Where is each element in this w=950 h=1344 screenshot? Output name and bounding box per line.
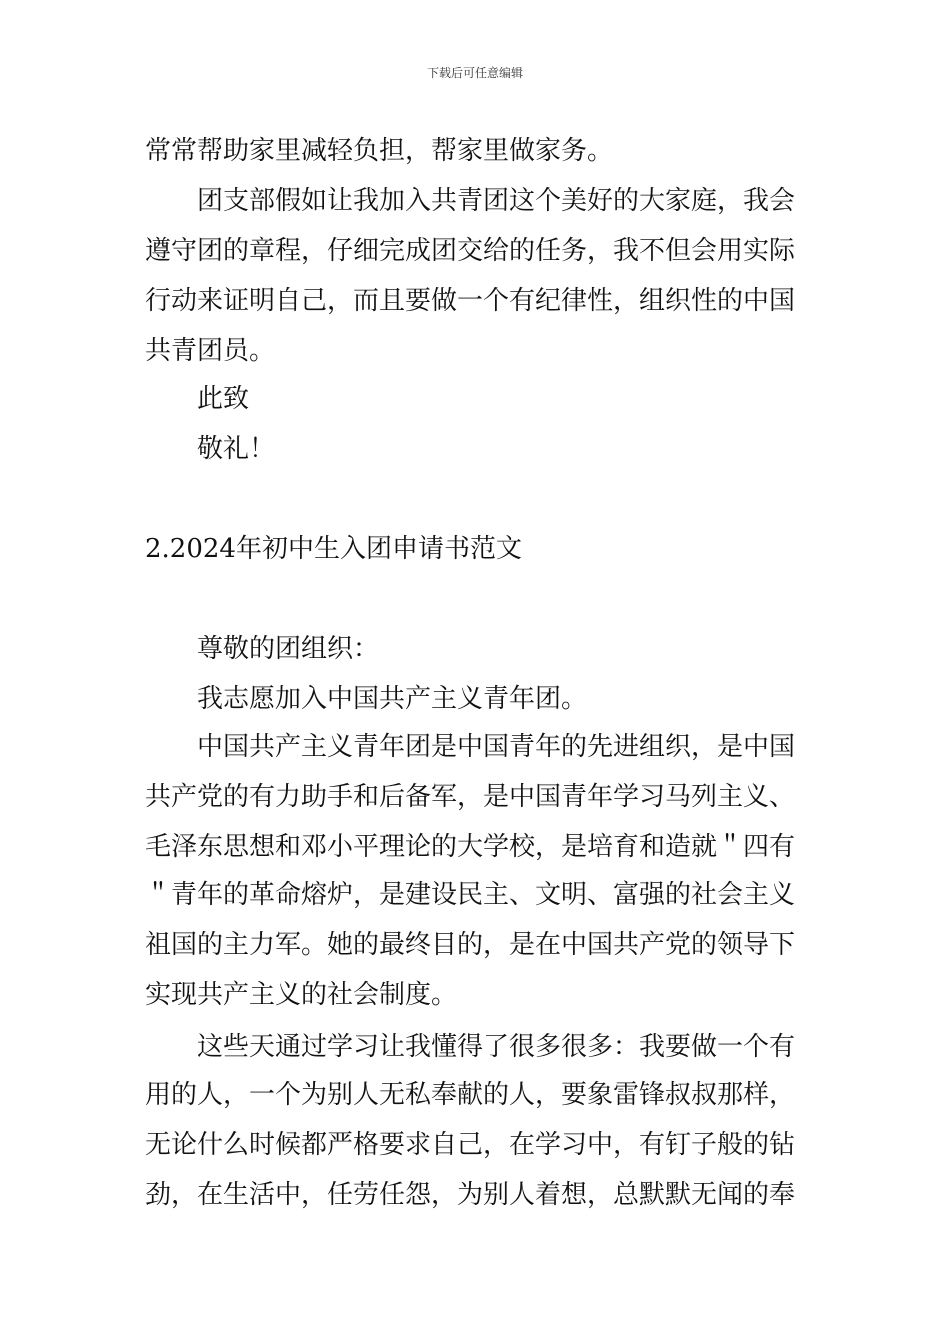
body-line-8: 共产党的有力助手和后备军，是中国青年学习马列主义、 <box>145 782 796 812</box>
greeting-line: 尊敬的团组织： <box>197 634 380 664</box>
section-heading: 2.2024年初中生入团申请书范文 <box>145 534 522 564</box>
body-line-2: 团支部假如让我加入共青团这个美好的大家庭，我会 <box>197 186 796 216</box>
body-line-6: 我志愿加入中国共产主义青年团。 <box>197 684 588 714</box>
body-line-13: 这些天通过学习让我懂得了很多很多：我要做一个有 <box>197 1032 796 1062</box>
closing-salutation: 此致 <box>197 384 250 414</box>
page-header-note: 下载后可任意编辑 <box>426 66 523 80</box>
body-line-4: 行动来证明自己，而且要做一个有纪律性，组织性的中国 <box>145 286 796 316</box>
body-line-10: ＂青年的革命熔炉，是建设民主、文明、富强的社会主义 <box>145 880 796 910</box>
body-line-12: 实现共产主义的社会制度。 <box>145 980 458 1010</box>
closing-respect: 敬礼！ <box>197 434 276 464</box>
body-line-14: 用的人，一个为别人无私奉献的人，要象雷锋叔叔那样， <box>145 1080 796 1110</box>
body-line-3: 遵守团的章程，仔细完成团交给的任务，我不但会用实际 <box>145 236 796 266</box>
body-line-11: 祖国的主力军。她的最终目的，是在中国共产党的领导下 <box>145 930 796 960</box>
body-line-16: 劲，在生活中，任劳任怨，为别人着想，总默默无闻的奉 <box>145 1180 796 1210</box>
body-line-7: 中国共产主义青年团是中国青年的先进组织，是中国 <box>197 732 796 762</box>
body-line-5: 共青团员。 <box>145 336 276 366</box>
body-line-15: 无论什么时候都严格要求自己，在学习中，有钉子般的钻 <box>145 1130 796 1160</box>
body-line-9: 毛泽东思想和邓小平理论的大学校，是培育和造就＂四有 <box>145 832 796 862</box>
body-line-1: 常常帮助家里减轻负担，帮家里做家务。 <box>145 136 614 166</box>
